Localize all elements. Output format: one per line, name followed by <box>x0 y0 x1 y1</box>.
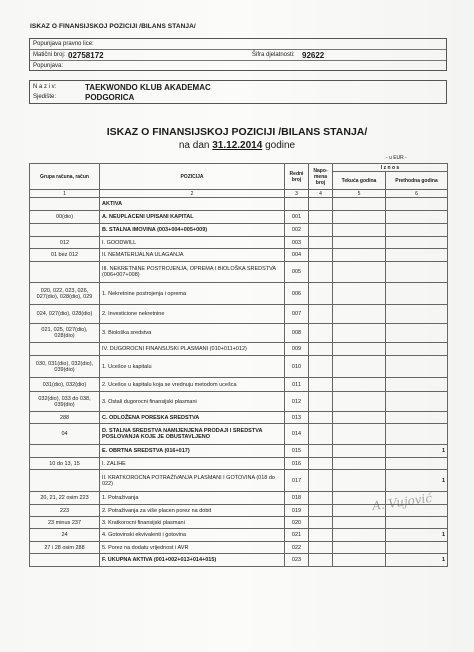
sjediste-value: PODGORICA <box>85 93 135 102</box>
info-box <box>29 38 447 71</box>
naziv-value: TAEKWONDO KLUB AKADEMAC <box>85 83 211 92</box>
redni-broj-cell: 023 <box>285 554 309 567</box>
grupa-cell: 23 minus 237 <box>30 517 100 529</box>
pozicija-cell: 4. Gotovinski ekvivalenti i gotovina <box>100 529 285 542</box>
table-row <box>30 529 448 542</box>
prethodna-godina-cell: 1 <box>386 554 448 567</box>
pozicija-cell: 3. Ostali dugorocni finansijski plasmani <box>100 392 285 412</box>
redni-broj-cell: 022 <box>285 542 309 554</box>
col-num-2: 2 <box>100 190 285 198</box>
handwritten-signature: A. Vujović <box>371 490 433 514</box>
pozicija-cell: C. ODLOŽENA PORESKA SREDSTVA <box>100 412 285 424</box>
grupa-cell: 24 <box>30 529 100 542</box>
table-row <box>30 343 448 356</box>
prethodna-godina-cell <box>386 412 448 424</box>
napomena-cell <box>309 554 333 567</box>
napomena-cell <box>309 392 333 412</box>
table-row <box>30 517 448 529</box>
tekuca-godina-cell <box>333 224 386 237</box>
tekuca-godina-cell <box>333 262 386 283</box>
grupa-cell: 20, 21, 22 osim 223 <box>30 492 100 505</box>
top-title: ISKAZ O FINANSIJSKOJ POZICIJI /BILANS STANJA/ <box>30 23 196 30</box>
main-title: ISKAZ O FINANSIJSKOJ POZICIJI /BILANS STANJA/ <box>106 126 368 138</box>
tekuca-godina-cell <box>333 283 386 305</box>
prethodna-godina-cell <box>386 249 448 262</box>
table-row <box>30 392 448 412</box>
pozicija-cell: 3. Kratkorocni finansijski plasmani <box>100 517 285 529</box>
grupa-cell: 030, 031(dio), 032(dio), 039(dio) <box>30 356 100 378</box>
grupa-cell: 021, 025, 027(dio), 028(dio) <box>30 324 100 343</box>
napomena-cell <box>309 198 333 211</box>
prethodna-godina-cell <box>386 324 448 343</box>
info-row-popunjava <box>30 61 446 72</box>
pozicija-cell: B. STALNA IMOVINA (003+004+005+009) <box>100 224 285 237</box>
grupa-cell: 223 <box>30 505 100 517</box>
report-date: 31.12.2014 <box>212 140 263 151</box>
redni-broj-cell: 002 <box>285 224 309 237</box>
header-redni-broj: Redni broj <box>285 164 309 190</box>
table-row <box>30 211 448 224</box>
grupa-cell <box>30 343 100 356</box>
prethodna-godina-cell <box>386 198 448 211</box>
info-row-popunjava-pravno-lice <box>30 39 446 50</box>
pozicija-cell: F. UKUPNA AKTIVA (001+002+013+014+015) <box>100 554 285 567</box>
redni-broj-cell: 003 <box>285 237 309 249</box>
napomena-cell <box>309 224 333 237</box>
redni-broj-cell: 020 <box>285 517 309 529</box>
grupa-cell: 024, 027(dio), 028(dio) <box>30 305 100 324</box>
pozicija-cell: D. STALNA SREDSTVA NAMIJENJENA PRODAJI I SREDSTVA POSLOVANJA KOJE JE OBUSTAVLJENO <box>100 424 285 445</box>
prethodna-godina-cell <box>386 517 448 529</box>
grupa-cell: 012 <box>30 237 100 249</box>
tekuca-godina-cell <box>333 249 386 262</box>
napomena-cell <box>309 412 333 424</box>
napomena-cell <box>309 424 333 445</box>
napomena-cell <box>309 356 333 378</box>
grupa-cell: 04 <box>30 424 100 445</box>
prethodna-godina-cell <box>386 392 448 412</box>
pozicija-cell: I. ZALIHE <box>100 458 285 470</box>
redni-broj-cell: 015 <box>285 445 309 458</box>
pozicija-cell: IV. DUGOROCNI FINANSIJSKI PLASMANI (010+011+012) <box>100 343 285 356</box>
sjediste-label: Sjedište: <box>33 94 57 100</box>
napomena-cell <box>309 343 333 356</box>
redni-broj-cell: 016 <box>285 458 309 470</box>
header-prethodna: Prethodna godina <box>386 172 448 190</box>
tekuca-godina-cell <box>333 554 386 567</box>
pozicija-cell: A. NEUPLACENI UPISANI KAPITAL <box>100 211 285 224</box>
redni-broj-cell: 005 <box>285 262 309 283</box>
maticni-broj-label: Matični broj: <box>33 52 66 58</box>
popunjava-pravno-lice-label: Popunjava pravno lice: <box>33 41 94 47</box>
tekuca-godina-cell <box>333 237 386 249</box>
tekuca-godina-cell <box>333 211 386 224</box>
pozicija-cell: II. NEMATERIJALNA ULAGANJA <box>100 249 285 262</box>
napomena-cell <box>309 324 333 343</box>
table-row <box>30 554 448 567</box>
tekuca-godina-cell <box>333 458 386 470</box>
redni-broj-cell: 013 <box>285 412 309 424</box>
redni-broj-cell: 012 <box>285 392 309 412</box>
tekuca-godina-cell <box>333 424 386 445</box>
pozicija-cell: E. OBRTNA SREDSTVA (016+017) <box>100 445 285 458</box>
table-row <box>30 470 448 492</box>
napomena-cell <box>309 237 333 249</box>
redni-broj-cell: 001 <box>285 211 309 224</box>
na-dan-label: na dan <box>178 140 210 151</box>
grupa-cell: 020, 022, 023, 026, 027(dio), 028(dio), 029 <box>30 283 100 305</box>
tekuca-godina-cell <box>333 470 386 492</box>
grupa-cell <box>30 470 100 492</box>
pozicija-cell: III. NEKRETNINE POSTROJENJA, OPREMA I BIOLOŠKA SREDSTVA (006+007+008) <box>100 262 285 283</box>
maticni-broj-value: 02758172 <box>68 51 104 60</box>
table-row <box>30 445 448 458</box>
table-row <box>30 412 448 424</box>
prethodna-godina-cell <box>386 424 448 445</box>
redni-broj-cell: 018 <box>285 492 309 505</box>
prethodna-godina-cell <box>386 378 448 392</box>
name-box <box>29 80 447 104</box>
napomena-cell <box>309 517 333 529</box>
napomena-cell <box>309 378 333 392</box>
tekuca-godina-cell <box>333 542 386 554</box>
pozicija-cell: 1. Potraživanja <box>100 492 285 505</box>
napomena-cell <box>309 445 333 458</box>
header-grupa: Grupa računa, račun <box>30 164 100 190</box>
tekuca-godina-cell <box>333 343 386 356</box>
godine-label: godine <box>265 140 296 151</box>
grupa-cell: 032(dio), 033 do 038, 039(dio) <box>30 392 100 412</box>
redni-broj-cell: 021 <box>285 529 309 542</box>
table-row <box>30 458 448 470</box>
currency-label: - u EUR - <box>386 155 407 161</box>
prethodna-godina-cell <box>386 224 448 237</box>
col-num-4: 4 <box>309 190 333 198</box>
header-pozicija: POZICIJA <box>100 164 285 190</box>
redni-broj-cell: 006 <box>285 283 309 305</box>
pozicija-cell: AKTIVA <box>100 198 285 211</box>
table-row <box>30 249 448 262</box>
col-num-5: 5 <box>333 190 386 198</box>
grupa-cell <box>30 198 100 211</box>
pozicija-cell: 1. Nekretnine postrojenja i oprema <box>100 283 285 305</box>
pozicija-cell: 2. Potraživanja za više placen porez na dobit <box>100 505 285 517</box>
table-row <box>30 262 448 283</box>
redni-broj-cell: 004 <box>285 249 309 262</box>
grupa-cell: 10 do 13, 15 <box>30 458 100 470</box>
grupa-cell: 031(dio), 032(dio) <box>30 378 100 392</box>
grupa-cell: 288 <box>30 412 100 424</box>
popunjava-label: Popunjava: <box>33 63 64 69</box>
redni-broj-cell: 014 <box>285 424 309 445</box>
redni-broj-cell: 008 <box>285 324 309 343</box>
grupa-cell: 27 i 28 osim 288 <box>30 542 100 554</box>
redni-broj-cell: 010 <box>285 356 309 378</box>
napomena-cell <box>309 211 333 224</box>
table-row <box>30 283 448 305</box>
col-num-1: 1 <box>30 190 100 198</box>
prethodna-godina-cell <box>386 262 448 283</box>
napomena-cell <box>309 249 333 262</box>
naziv-label: N a z i v: <box>33 84 57 90</box>
redni-broj-cell: 017 <box>285 470 309 492</box>
prethodna-godina-cell <box>386 237 448 249</box>
table-row <box>30 324 448 343</box>
redni-broj-cell: 009 <box>285 343 309 356</box>
date-line <box>0 140 474 151</box>
tekuca-godina-cell <box>333 198 386 211</box>
grupa-cell <box>30 445 100 458</box>
sifra-label: Šifra djelatnosti: <box>252 52 295 58</box>
sifra-value: 92622 <box>302 51 325 60</box>
prethodna-godina-cell <box>386 283 448 305</box>
napomena-cell <box>309 262 333 283</box>
header-iznos: I z n o s <box>333 164 448 172</box>
prethodna-godina-cell <box>386 542 448 554</box>
col-num-6: 6 <box>386 190 448 198</box>
table-row <box>30 356 448 378</box>
napomena-cell <box>309 305 333 324</box>
pozicija-cell: 1. Ucešce u kapitalu <box>100 356 285 378</box>
col-num-3: 3 <box>285 190 309 198</box>
napomena-cell <box>309 458 333 470</box>
grupa-cell <box>30 554 100 567</box>
tekuca-godina-cell <box>333 392 386 412</box>
tekuca-godina-cell <box>333 517 386 529</box>
table-row <box>30 378 448 392</box>
pozicija-cell: II. KRATKOROCNA POTRAŽIVANJA PLASMANI I GOTOVINA (018 do 022) <box>100 470 285 492</box>
redni-broj-cell: 019 <box>285 505 309 517</box>
prethodna-godina-cell <box>386 211 448 224</box>
redni-broj-cell: 011 <box>285 378 309 392</box>
tekuca-godina-cell <box>333 356 386 378</box>
header-row <box>30 164 448 172</box>
pozicija-cell: I. GOODWILL <box>100 237 285 249</box>
prethodna-godina-cell: 1 <box>386 529 448 542</box>
napomena-cell <box>309 505 333 517</box>
tekuca-godina-cell <box>333 445 386 458</box>
tekuca-godina-cell <box>333 412 386 424</box>
napomena-cell <box>309 542 333 554</box>
table-row <box>30 542 448 554</box>
grupa-cell: 00(dio) <box>30 211 100 224</box>
column-number-row <box>30 190 448 198</box>
tekuca-godina-cell <box>333 324 386 343</box>
header-napomena: Napo-mena broj <box>309 164 333 190</box>
tekuca-godina-cell <box>333 305 386 324</box>
pozicija-cell: 2. Ucešce u kapitalu koja se vrednuju metodom ucešca <box>100 378 285 392</box>
redni-broj-cell <box>285 198 309 211</box>
prethodna-godina-cell <box>386 458 448 470</box>
redni-broj-cell: 007 <box>285 305 309 324</box>
prethodna-godina-cell <box>386 343 448 356</box>
tekuca-godina-cell <box>333 378 386 392</box>
grupa-cell <box>30 224 100 237</box>
pozicija-cell: 3. Biološka sredstva <box>100 324 285 343</box>
napomena-cell <box>309 470 333 492</box>
table-row <box>30 305 448 324</box>
table-row <box>30 424 448 445</box>
table-row <box>30 224 448 237</box>
napomena-cell <box>309 283 333 305</box>
grupa-cell <box>30 262 100 283</box>
pozicija-cell: 5. Porez na dodatu vrijednost i AVR <box>100 542 285 554</box>
info-row-maticni-broj <box>30 50 446 61</box>
prethodna-godina-cell <box>386 356 448 378</box>
napomena-cell <box>309 492 333 505</box>
prethodna-godina-cell: 1 <box>386 470 448 492</box>
table-row <box>30 237 448 249</box>
prethodna-godina-cell <box>386 305 448 324</box>
tekuca-godina-cell <box>333 529 386 542</box>
napomena-cell <box>309 529 333 542</box>
grupa-cell: 01 bez 012 <box>30 249 100 262</box>
table-row <box>30 198 448 211</box>
header-tekuca: Tekuća godina <box>333 172 386 190</box>
pozicija-cell: 2. Investicione nekretnine <box>100 305 285 324</box>
prethodna-godina-cell: 1 <box>386 445 448 458</box>
